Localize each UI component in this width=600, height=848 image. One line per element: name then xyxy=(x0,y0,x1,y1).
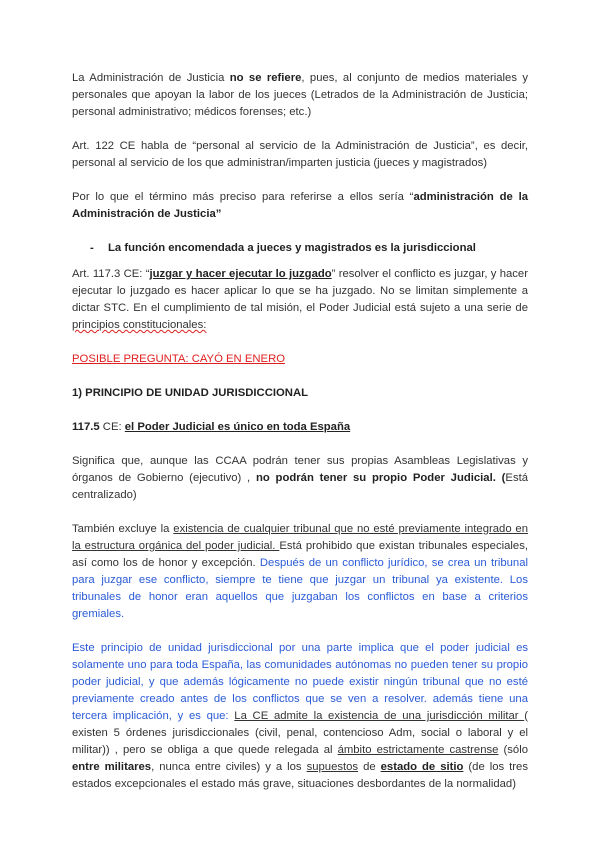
bullet-dash: - xyxy=(90,242,94,254)
bold-underlined-run: el Poder Judicial es único en toda España xyxy=(124,421,351,433)
underlined-run: supuestos xyxy=(306,761,359,773)
bold-underlined-run: estado de sitio xyxy=(380,761,464,773)
paragraph-significa xyxy=(72,453,528,504)
bold-underlined-run: juzgar y hacer ejecutar lo juzgado xyxy=(149,268,332,280)
text-run: También excluye la xyxy=(72,523,174,535)
heading-text: 1) PRINCIPIO DE UNIDAD JURISDICCIONAL xyxy=(72,387,308,399)
text-run: Está prohibido que existan tribunales especiales, así como los de honor y excepción. xyxy=(72,540,528,569)
blue-run: Después de un conflicto jurídico, se crea un tribunal para juzgar ese conflicto, siempre te tiene que juzgar un tribunal ya existente. Los tribunales de honor eran aquellos que juzgaban los conflictos en base a criterios gremiales. xyxy=(72,557,528,620)
text-run: Significa que, aunque las CCAA podrán tener sus propias Asambleas Legislativas y órganos de Gobierno (ejecutivo) , xyxy=(72,455,528,484)
text-run: Está centralizado) xyxy=(72,472,529,501)
underlined-run: La CE admite la existencia de una jurisdicción militar xyxy=(234,710,525,722)
text-run: (sólo xyxy=(498,744,529,756)
section-heading-unidad xyxy=(72,385,528,402)
text-run: Art. 122 CE habla de “personal al servicio de la Administración de Justicia”, es decir, personal al servicio de los que administran/imparten justicia (jueces y magistrados) xyxy=(72,140,528,169)
underlined-run: ámbito estrictamente castrense xyxy=(337,744,499,756)
paragraph-administracion-justicia xyxy=(72,70,528,121)
paragraph-art-117-3 xyxy=(72,266,528,334)
wavy-underlined-run: principios constitucionales: xyxy=(72,319,207,331)
paragraph-termino-preciso xyxy=(72,189,528,223)
text-run: de xyxy=(358,761,381,773)
paragraph-art-122 xyxy=(72,138,528,172)
text-run: , nunca entre civiles) y a los xyxy=(151,761,307,773)
blue-run: Este principio de unidad jurisdiccional por una parte implica que el poder judicial es solamente uno para toda España, las comunidades autónomas no pueden tener su propio poder judicial, y que además lógicamente no puede existir ningún tribunal que no esté previamente creado antes de los conflictos que se ven a resolver. además tiene una tercera implicación, y es que: xyxy=(72,642,528,722)
text-run: ( existen 5 órdenes jurisdiccionales (civil, penal, contencioso Adm, social o laboral y el militar)) , pero se obliga a que quede relegada al xyxy=(72,710,529,756)
bullet-text: La función encomendada a jueces y magistrados es la jurisdiccional xyxy=(108,242,476,254)
underlined-run: existencia de cualquier tribunal que no esté previamente integrado en la estructura orgánica del poder judicial. xyxy=(72,523,528,552)
text-run: , pues, al conjunto de medios materiales y personales que apoyan la labor de los jueces (Letrados de la Administración de Justicia; personal administrativo; médicos forenses; etc.) xyxy=(72,72,529,118)
text-run: CE: xyxy=(99,421,125,433)
bold-run: 117.5 xyxy=(72,421,100,433)
text-run: Por lo que el término más preciso para referirse a ellos sería “ xyxy=(72,191,414,203)
note-posible-pregunta xyxy=(72,351,528,368)
bold-run: no podrán tener su propio Poder Judicial. ( xyxy=(255,472,506,484)
text-run: Art. 117.3 CE: “ xyxy=(72,268,150,280)
text-run: ” resolver el conflicto es juzgar, y hacer ejecutar lo juzgado es hacer aplicar lo que se ha juzgado. No se limitan simplemente a dictar STC. En el cumplimiento de tal misión, el Poder Judicial está sujeto a una serie de xyxy=(72,268,528,314)
text-run: (de los tres estados excepcionales el estado más grave, situaciones desbordantes de la normalidad) xyxy=(72,761,528,790)
note-text: POSIBLE PREGUNTA: CAYÓ EN ENERO xyxy=(72,353,286,365)
paragraph-tambien-excluye xyxy=(72,521,528,623)
text-run: La Administración de Justicia xyxy=(72,72,230,84)
paragraph-117-5 xyxy=(72,419,528,436)
bold-run: administración de la Administración de Justicia” xyxy=(72,191,528,220)
paragraph-este-principio xyxy=(72,640,528,793)
bold-run: entre militares xyxy=(72,761,152,773)
bold-run: no se refiere xyxy=(229,72,302,84)
bullet-funcion-jurisdiccional xyxy=(90,240,528,257)
